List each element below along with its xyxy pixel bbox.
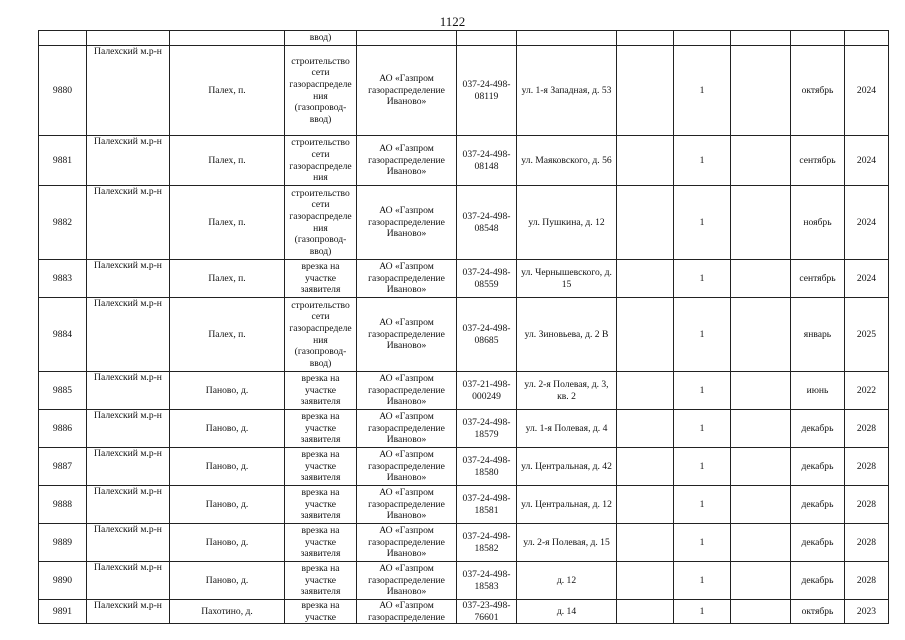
cell-month: декабрь [791,448,845,486]
table-row [39,524,889,562]
table-row [39,562,889,600]
cell-organization: АО «Газпром газораспределение Иваново» [357,410,457,448]
cell-month: октябрь [791,46,845,136]
cell-number: 9886 [39,410,87,448]
cell-number: 9885 [39,372,87,410]
cell-year: 2028 [845,524,889,562]
cell-work-type: ввод) [285,31,357,46]
cell-organization: АО «Газпром газораспределение Иваново» [357,136,457,186]
cell-work-type: врезка на участке заявителя [285,562,357,600]
cell-work-type: врезка на участке заявителя [285,410,357,448]
cell-quantity: 1 [674,448,731,486]
cell-empty [731,186,791,260]
cell-work-type: врезка на участке заявителя [285,524,357,562]
cell-month: декабрь [791,562,845,600]
cell-number: 9881 [39,136,87,186]
table-row [39,410,889,448]
cell-locality: Палех, п. [170,298,285,372]
cell-month: декабрь [791,486,845,524]
cell-district: Палехский м.р-н [87,136,170,186]
cell-work-type: строительство сети газораспределения (газопровод-ввод) [285,46,357,136]
cell-address: ул. Центральная, д. 42 [517,448,617,486]
cell-empty [457,31,517,46]
cell-work-type: врезка на участке заявителя [285,448,357,486]
cell-empty [617,46,674,136]
cell-quantity: 1 [674,562,731,600]
cell-address: ул. Маяковского, д. 56 [517,136,617,186]
table-row [39,448,889,486]
cell-month: июнь [791,372,845,410]
cell-district: Палехский м.р-н [87,260,170,298]
cell-address: ул. Зиновьева, д. 2 В [517,298,617,372]
gasification-register-table [38,30,889,624]
cell-address: ул. 1-я Западная, д. 53 [517,46,617,136]
cell-address: ул. Центральная, д. 12 [517,486,617,524]
cell-quantity: 1 [674,260,731,298]
cell-quantity: 1 [674,372,731,410]
cell-locality: Паново, д. [170,524,285,562]
cell-empty [731,298,791,372]
cell-code: 037-24-498-18580 [457,448,517,486]
cell-organization: АО «Газпром газораспределение Иваново» [357,486,457,524]
cell-district: Палехский м.р-н [87,448,170,486]
cell-month: ноябрь [791,186,845,260]
cell-empty [791,31,845,46]
cell-empty [87,31,170,46]
cell-empty [845,31,889,46]
cell-empty [357,31,457,46]
cell-month: сентябрь [791,136,845,186]
cell-empty [617,524,674,562]
cell-code: 037-24-498-08548 [457,186,517,260]
cell-empty [617,186,674,260]
cell-district: Палехский м.р-н [87,298,170,372]
cell-district: Палехский м.р-н [87,486,170,524]
cell-empty [731,46,791,136]
cell-quantity: 1 [674,486,731,524]
cell-empty [617,486,674,524]
cell-empty [731,600,791,624]
cell-code: 037-24-498-18582 [457,524,517,562]
cell-address: ул. Пушкина, д. 12 [517,186,617,260]
cell-quantity: 1 [674,524,731,562]
cell-district: Палехский м.р-н [87,46,170,136]
cell-year: 2024 [845,136,889,186]
cell-year: 2025 [845,298,889,372]
cell-quantity: 1 [674,298,731,372]
cell-number: 9889 [39,524,87,562]
cell-locality: Паново, д. [170,372,285,410]
cell-empty [617,600,674,624]
cell-work-type: строительство сети газораспределения [285,136,357,186]
cell-organization: АО «Газпром газораспределение Иваново» [357,298,457,372]
cell-month: октябрь [791,600,845,624]
cell-code: 037-21-498-000249 [457,372,517,410]
cell-year: 2023 [845,600,889,624]
cell-organization: АО «Газпром газораспределение Иваново» [357,260,457,298]
cell-month: январь [791,298,845,372]
cell-number: 9888 [39,486,87,524]
cell-district: Палехский м.р-н [87,600,170,624]
table-row [39,260,889,298]
cell-empty [674,31,731,46]
cell-quantity: 1 [674,136,731,186]
cell-district: Палехский м.р-н [87,524,170,562]
cell-code: 037-23-498-76601 [457,600,517,624]
cell-quantity: 1 [674,186,731,260]
cell-organization: АО «Газпром газораспределение Иваново» [357,524,457,562]
cell-address: д. 12 [517,562,617,600]
cell-year: 2024 [845,260,889,298]
cell-year: 2028 [845,486,889,524]
cell-address: ул. 2-я Полевая, д. 3, кв. 2 [517,372,617,410]
cell-number: 9883 [39,260,87,298]
cell-work-type: строительство сети газораспределения (газопровод-ввод) [285,186,357,260]
cell-empty [617,298,674,372]
table-row [39,186,889,260]
cell-year: 2028 [845,562,889,600]
cell-year: 2024 [845,186,889,260]
cell-year: 2024 [845,46,889,136]
cell-organization: АО «Газпром газораспределение [357,600,457,624]
cell-quantity: 1 [674,410,731,448]
cell-quantity: 1 [674,600,731,624]
cell-work-type: врезка на участке заявителя [285,260,357,298]
cell-empty [617,410,674,448]
cell-code: 037-24-498-08148 [457,136,517,186]
cell-locality: Паново, д. [170,486,285,524]
cell-number: 9882 [39,186,87,260]
cell-organization: АО «Газпром газораспределение Иваново» [357,186,457,260]
cell-month: сентябрь [791,260,845,298]
cell-empty [617,562,674,600]
cell-address: ул. 1-я Полевая, д. 4 [517,410,617,448]
cell-year: 2028 [845,448,889,486]
cell-organization: АО «Газпром газораспределение Иваново» [357,448,457,486]
cell-work-type: врезка на участке заявителя [285,486,357,524]
table-row [39,600,889,624]
cell-empty [731,562,791,600]
cell-district: Палехский м.р-н [87,562,170,600]
cell-locality: Пахотино, д. [170,600,285,624]
cell-number: 9890 [39,562,87,600]
cell-quantity: 1 [674,46,731,136]
cell-empty [731,524,791,562]
cell-code: 037-24-498-18581 [457,486,517,524]
cell-district: Палехский м.р-н [87,410,170,448]
cell-empty [617,136,674,186]
cell-empty [617,448,674,486]
page-number: 1122 [439,14,466,29]
cell-empty [617,372,674,410]
cell-empty [731,260,791,298]
cell-address: ул. 2-я Полевая, д. 15 [517,524,617,562]
cell-empty [170,31,285,46]
cell-work-type: врезка на участке [285,600,357,624]
cell-locality: Палех, п. [170,46,285,136]
continuation-row [39,31,889,46]
cell-code: 037-24-498-08119 [457,46,517,136]
cell-empty [731,136,791,186]
cell-number: 9880 [39,46,87,136]
cell-locality: Палех, п. [170,186,285,260]
cell-organization: АО «Газпром газораспределение Иваново» [357,562,457,600]
cell-code: 037-24-498-18579 [457,410,517,448]
table-row [39,46,889,136]
cell-month: декабрь [791,410,845,448]
table-row [39,136,889,186]
cell-code: 037-24-498-08685 [457,298,517,372]
cell-organization: АО «Газпром газораспределение Иваново» [357,46,457,136]
table-row [39,298,889,372]
cell-empty [731,448,791,486]
cell-empty [39,31,87,46]
cell-empty [617,31,674,46]
cell-address: д. 14 [517,600,617,624]
cell-work-type: врезка на участке заявителя [285,372,357,410]
cell-code: 037-24-498-18583 [457,562,517,600]
table-row [39,372,889,410]
cell-number: 9891 [39,600,87,624]
cell-year: 2028 [845,410,889,448]
cell-locality: Паново, д. [170,448,285,486]
cell-locality: Палех, п. [170,260,285,298]
cell-empty [731,31,791,46]
cell-work-type: строительство сети газораспределения (газопровод-ввод) [285,298,357,372]
table-row [39,486,889,524]
cell-empty [517,31,617,46]
cell-organization: АО «Газпром газораспределение Иваново» [357,372,457,410]
cell-empty [617,260,674,298]
cell-code: 037-24-498-08559 [457,260,517,298]
cell-number: 9887 [39,448,87,486]
cell-month: декабрь [791,524,845,562]
cell-empty [731,486,791,524]
cell-address: ул. Чернышевского, д. 15 [517,260,617,298]
cell-locality: Паново, д. [170,410,285,448]
cell-empty [731,410,791,448]
cell-number: 9884 [39,298,87,372]
cell-year: 2022 [845,372,889,410]
cell-locality: Паново, д. [170,562,285,600]
cell-empty [731,372,791,410]
cell-district: Палехский м.р-н [87,372,170,410]
cell-district: Палехский м.р-н [87,186,170,260]
cell-locality: Палех, п. [170,136,285,186]
